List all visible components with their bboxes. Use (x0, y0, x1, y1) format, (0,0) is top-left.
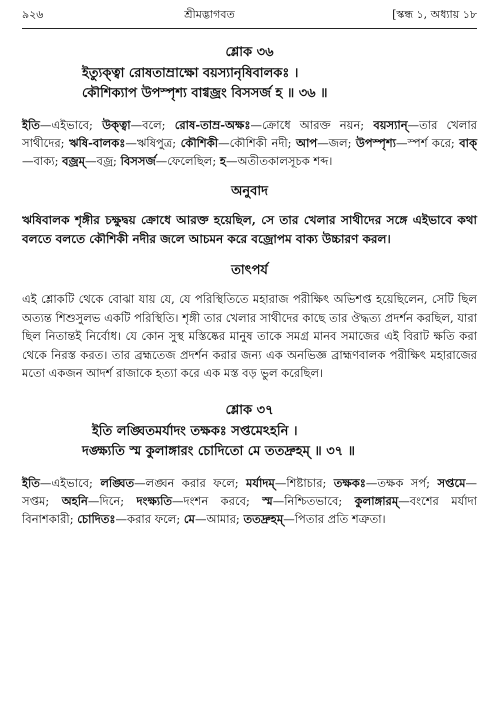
synonym-word: কৌশিকী (180, 136, 219, 150)
synonym-meaning: —বলে; (130, 118, 166, 132)
synonym-word: ইতি (22, 118, 40, 132)
synonym-meaning: —বাক্য; (22, 154, 59, 168)
synonym-word: লঙ্ঘিত (100, 475, 135, 490)
synonym-meaning: —ঋষিপুত্র; (125, 136, 177, 150)
synonym-word: আপ (295, 136, 318, 150)
synonym-meaning: —পিতার প্রতি শত্রুতা। (283, 511, 386, 526)
synonym-word: ঋষি-বালকঃ (69, 136, 126, 150)
synonym-meaning: —অতীতকালসূচক শব্দ। (225, 154, 333, 168)
synonym-meaning: —নিশ্চিতভাবে; (272, 493, 343, 508)
synonym-word: ইতি (22, 475, 40, 490)
synonym-meaning: —দংশন করবে; (172, 493, 250, 508)
synonym-word: অহনি (61, 493, 88, 508)
page-header (22, 6, 477, 26)
synonym-meaning: —বজ্র; (85, 154, 117, 168)
synonym-word: ততদ্রুহম্ (243, 511, 284, 526)
book-title: শ্রীমদ্ভাগবত (184, 8, 235, 21)
verse-36-synonyms (22, 116, 477, 170)
purport-title: তাৎপর্য (231, 263, 268, 278)
synonym-word: মে (183, 511, 195, 526)
synonym-word: চোদিতঃ (77, 511, 116, 526)
synonym-word: হ (219, 154, 226, 168)
verse-36-line-2: কৌশিক্যাপ উপস্পৃশ্য বাগ্বজ্রং বিসসর্জ হ ॥ ৩৬ ॥ (82, 86, 328, 101)
synonym-meaning: —সপ্তম; (22, 475, 477, 508)
synonym-meaning: —এইভাবে; (39, 475, 93, 490)
synonym-word: স্ম (262, 493, 273, 508)
synonym-word: বজ্রম্ (62, 154, 86, 168)
synonym-meaning: —শিষ্টাচার; (274, 475, 327, 490)
purport-text: এই শ্লোকটি থেকে বোঝা যায় যে, যে পরিস্থিতিতে মহারাজ পরীক্ষিৎ অভিশপ্ত হয়েছিলেন, সেটি ছিল অত্যন্ত শিশুসুলভ একটি পরিস্থিতি। শৃঙ্গী তার খেলার সাথীদের কাছে তার ঔদ্ধত্য প্রদর্শন করছিল, যারা ছিল নিতান্তই নির্বোধ। যে কোন সুস্থ মস্তিষ্কের মানুষ তাকে সমগ্র মানব সমাজের এই বিরাট ক্ষতি করা থেকে নিরস্ত করত। তার ব্রহ্মতেজ প্রদর্শন করার জন্য এক অনভিজ্ঞ ব্রাহ্মণবালক পরীক্ষিৎ মহারাজের মতো একজন আদর্শ রাজাকে হত্যা করে এক মস্ত বড় ভুল করেছিল। (22, 292, 477, 380)
synonym-word: উক্ত্বা (102, 118, 131, 132)
synonym-meaning: —স্পর্শ করে; (396, 136, 455, 150)
header-rule (22, 28, 477, 29)
synonym-meaning: —তার খেলার সাথীদের; (22, 118, 477, 150)
verse-37-line-1: ইতি লঙ্ঘিতমর্যাদং তক্ষকঃ সপ্তমেঽহনি । (92, 423, 298, 439)
verse-37-line-2: দঙ্ক্ষ্যতি স্ম কুলাঙ্গারং চোদিতো মে ততদ্রুহম্ ॥ ৩৭ ॥ (82, 443, 355, 459)
verse-36-line-1: ইত্যুক্ত্বা রোষতাম্রাক্ষো বয়স্যানৃষিবালকঃ । (82, 66, 299, 81)
synonym-word: বিসসর্জ (120, 154, 156, 168)
synonym-word: মর্যাদম্ (246, 475, 275, 490)
synonym-meaning: —তক্ষক সর্প; (365, 475, 431, 490)
verse-36-label: শ্লোক ৩৬ (225, 45, 274, 60)
translation-title: অনুবাদ (231, 184, 268, 199)
synonym-meaning: —বংশের মর্যাদা বিনাশকারী; (22, 493, 477, 526)
synonym-word: বয়স্যান্ (373, 118, 408, 132)
translation-text: ঋষিবালক শৃঙ্গীর চক্ষুদ্বয় ক্রোধে আরক্ত হয়েছিল, সে তার খেলার সাথীদের সঙ্গে এইভাবে কথা বলতে বলতে কৌশিকী নদীর জলে আচমন করে বজ্রোপম বাক্য উচ্চারণ করল। (22, 213, 477, 246)
synonym-meaning: —দিনে; (87, 493, 125, 508)
synonym-word: দংক্ষ্যতি (136, 493, 173, 508)
synonym-meaning: —ক্রোধে আরক্ত নয়ন; (250, 118, 365, 132)
page-number: ৯২৬ (22, 8, 44, 21)
synonym-meaning: —এইভাবে; (39, 118, 93, 132)
synonym-word: বাক্ (459, 136, 478, 150)
synonym-word: তক্ষকঃ (333, 475, 366, 490)
synonym-meaning: —লঙ্ঘন করার ফলে; (134, 475, 239, 490)
section-reference: [স্কন্ধ ১, অধ্যায় ১৮ (392, 8, 477, 21)
synonym-meaning: —আমার; (194, 511, 240, 526)
verse-37-synonyms (22, 474, 477, 528)
synonym-word: কুলাঙ্গারম্ (354, 493, 399, 508)
synonym-meaning: —করার ফলে; (115, 511, 181, 526)
synonym-word: রোষ-তাম্র-অক্ষঃ (174, 118, 251, 132)
synonym-word: সপ্তমে (437, 475, 466, 490)
verse-37-label: শ্লোক ৩৭ (225, 402, 274, 418)
synonym-meaning: —কৌশিকী নদী; (218, 136, 292, 150)
synonym-meaning: —জল; (317, 136, 352, 150)
synonym-word: উপস্পৃশ্য (355, 136, 396, 150)
synonym-meaning: —ফেলেছিল; (155, 154, 217, 168)
